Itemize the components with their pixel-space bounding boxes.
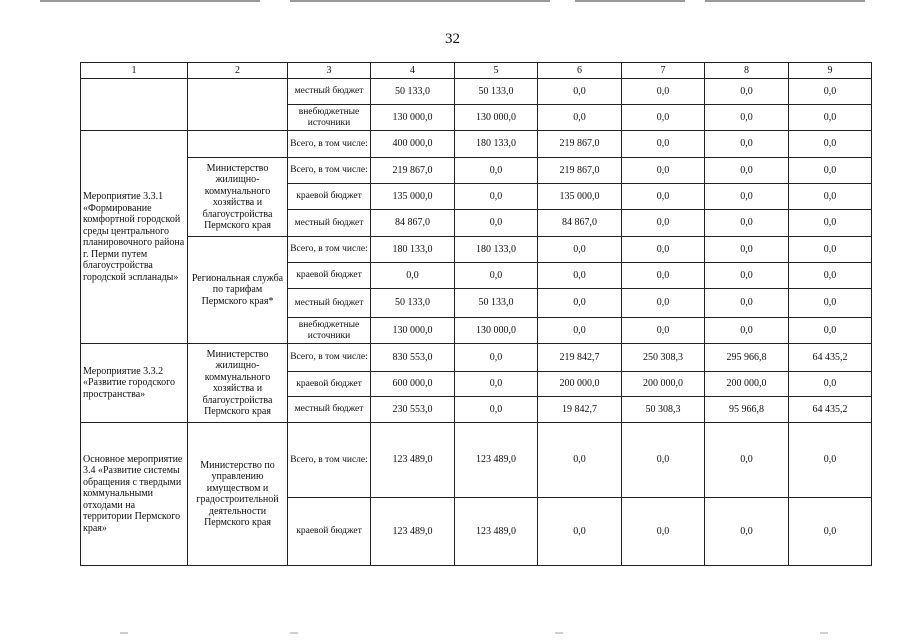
value-cell: 0,0 [622,237,705,263]
measure-cell [81,79,188,131]
table-row [81,158,872,184]
value-cell: 295 966,8 [705,344,789,372]
executor-cell [188,79,288,131]
value-cell: 123 489,0 [371,423,455,498]
value-cell: 830 553,0 [371,344,455,372]
table-row [81,79,872,105]
scan-edge-line [290,0,550,2]
value-cell: 123 489,0 [371,498,455,566]
value-cell: 0,0 [622,184,705,210]
value-cell: 0,0 [789,423,872,498]
value-cell: 19 842,7 [538,397,622,423]
table-row [81,423,872,498]
value-cell: 180 133,0 [371,237,455,263]
scan-artifact [120,632,128,634]
executor-name-cell: Министерство по управлению имуществом и градостроительной деятельности Пермского края [188,423,288,566]
value-cell: 0,0 [538,79,622,105]
header-cell: 8 [705,63,789,79]
value-cell: 64 435,2 [789,344,872,372]
table-row [81,344,872,372]
value-cell: 0,0 [705,289,789,318]
funding-source-cell: краевой бюджет [288,184,371,210]
funding-source-cell: Всего, в том числе: [288,344,371,372]
value-cell: 0,0 [789,263,872,289]
header-cell: 5 [455,63,538,79]
executor-name-cell: Региональная служба по тарифам Пермского края* [188,237,288,344]
table-row [81,237,872,263]
funding-source-cell: местный бюджет [288,397,371,423]
value-cell: 0,0 [705,423,789,498]
funding-source-cell: краевой бюджет [288,498,371,566]
funding-source-cell: местный бюджет [288,289,371,318]
value-cell: 0,0 [455,210,538,237]
funding-source-cell: местный бюджет [288,79,371,105]
value-cell: 0,0 [622,131,705,158]
header-cell: 3 [288,63,371,79]
header-cell: 4 [371,63,455,79]
value-cell: 0,0 [789,131,872,158]
value-cell: 600 000,0 [371,372,455,397]
value-cell: 0,0 [538,498,622,566]
page-number: 32 [445,31,460,47]
funding-source-cell: Всего, в том числе: [288,131,371,158]
scan-artifact [290,632,298,634]
value-cell: 50 308,3 [622,397,705,423]
value-cell: 0,0 [705,263,789,289]
measure-name-cell: Основное мероприятие 3.4 «Развитие системы обращения с твердыми коммунальными отходами на территории Пермского края» [81,423,188,566]
value-cell: 0,0 [622,498,705,566]
value-cell: 230 553,0 [371,397,455,423]
value-cell: 0,0 [705,131,789,158]
value-cell: 0,0 [789,372,872,397]
value-cell: 180 133,0 [455,131,538,158]
measure-name-cell: Мероприятие 3.3.2 «Развитие городского пространства» [81,344,188,423]
value-cell: 219 867,0 [538,158,622,184]
value-cell: 0,0 [705,105,789,131]
value-cell: 0,0 [789,79,872,105]
value-cell: 135 000,0 [538,184,622,210]
value-cell: 84 867,0 [538,210,622,237]
funding-source-cell: местный бюджет [288,210,371,237]
value-cell: 0,0 [622,105,705,131]
value-cell: 0,0 [538,318,622,344]
header-cell: 1 [81,63,188,79]
value-cell: 130 000,0 [455,318,538,344]
funding-source-cell: краевой бюджет [288,372,371,397]
header-cell: 9 [789,63,872,79]
value-cell: 130 000,0 [371,318,455,344]
header-cell: 7 [622,63,705,79]
value-cell: 0,0 [705,184,789,210]
value-cell: 0,0 [789,210,872,237]
value-cell: 0,0 [789,237,872,263]
value-cell: 50 133,0 [371,79,455,105]
scan-artifact [820,632,828,634]
value-cell: 0,0 [622,289,705,318]
value-cell: 219 867,0 [371,158,455,184]
value-cell: 0,0 [789,105,872,131]
value-cell: 50 133,0 [455,289,538,318]
value-cell: 0,0 [789,498,872,566]
value-cell: 130 000,0 [371,105,455,131]
header-row [81,63,872,79]
header-cell: 2 [188,63,288,79]
value-cell: 0,0 [371,263,455,289]
value-cell: 64 435,2 [789,397,872,423]
executor-cell [188,131,288,158]
header-cell: 6 [538,63,622,79]
value-cell: 0,0 [622,158,705,184]
value-cell: 0,0 [538,263,622,289]
value-cell: 0,0 [455,372,538,397]
scan-edge-line [575,0,685,2]
value-cell: 123 489,0 [455,498,538,566]
value-cell: 0,0 [705,158,789,184]
value-cell: 219 842,7 [538,344,622,372]
table-row [81,131,872,158]
funding-source-cell: краевой бюджет [288,263,371,289]
value-cell: 200 000,0 [705,372,789,397]
value-cell: 0,0 [622,263,705,289]
value-cell: 0,0 [455,397,538,423]
value-cell: 135 000,0 [371,184,455,210]
value-cell: 250 308,3 [622,344,705,372]
value-cell: 130 000,0 [455,105,538,131]
value-cell: 0,0 [705,498,789,566]
value-cell: 0,0 [455,184,538,210]
value-cell: 123 489,0 [455,423,538,498]
scan-edge-line [705,0,865,2]
value-cell: 84 867,0 [371,210,455,237]
value-cell: 0,0 [538,289,622,318]
value-cell: 200 000,0 [622,372,705,397]
value-cell: 0,0 [455,344,538,372]
value-cell: 0,0 [705,210,789,237]
value-cell: 0,0 [789,289,872,318]
funding-source-cell: Всего, в том числе: [288,237,371,263]
value-cell: 0,0 [789,184,872,210]
value-cell: 0,0 [705,79,789,105]
value-cell: 180 133,0 [455,237,538,263]
value-cell: 0,0 [538,237,622,263]
value-cell: 0,0 [455,158,538,184]
value-cell: 0,0 [622,423,705,498]
scan-artifact [555,632,563,634]
value-cell: 0,0 [538,105,622,131]
funding-source-cell: Всего, в том числе: [288,423,371,498]
measure-name-cell: Мероприятие 3.3.1 «Формирование комфортной городской среды центрального планировочного района г. Перми путем благоустройства городской эспланады» [81,131,188,344]
executor-name-cell: Министерство жилищно-коммунального хозяйства и благоустройства Пермского края [188,344,288,423]
value-cell: 0,0 [789,318,872,344]
value-cell: 0,0 [622,318,705,344]
funding-source-cell: внебюджетные источники [288,105,371,131]
value-cell: 0,0 [622,210,705,237]
value-cell: 0,0 [538,423,622,498]
budget-table [80,62,872,566]
value-cell: 200 000,0 [538,372,622,397]
value-cell: 400 000,0 [371,131,455,158]
value-cell: 0,0 [705,237,789,263]
value-cell: 50 133,0 [455,79,538,105]
value-cell: 0,0 [705,318,789,344]
funding-source-cell: внебюджетные источники [288,318,371,344]
executor-name-cell: Министерство жилищно-коммунального хозяйства и благоустройства Пермского края [188,158,288,237]
value-cell: 219 867,0 [538,131,622,158]
value-cell: 0,0 [789,158,872,184]
value-cell: 95 966,8 [705,397,789,423]
funding-source-cell: Всего, в том числе: [288,158,371,184]
value-cell: 0,0 [622,79,705,105]
value-cell: 0,0 [455,263,538,289]
scan-edge-line [40,0,260,2]
value-cell: 50 133,0 [371,289,455,318]
